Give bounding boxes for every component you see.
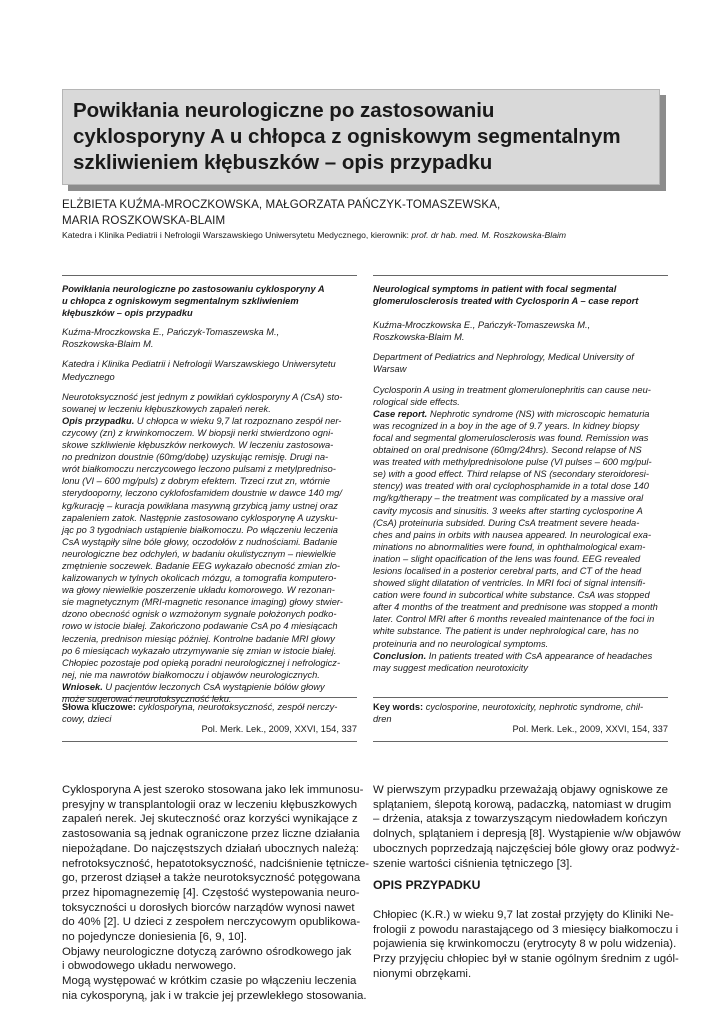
abstract-line: skowe szkliwienie kłębuszków nerkowych. W leczeniu zastosowa- xyxy=(62,440,334,451)
abstract-title xyxy=(62,283,358,319)
abstract-line: jąc po 3 tygodniach ustąpienie białkomoczu. Po włączeniu leczenia xyxy=(62,524,338,535)
body-line: presyjny w transplantologii oraz w leczeniu kłębuszkowych xyxy=(62,798,358,811)
abstract-text: Nephrotic syndrome (NS) with microscopic hematuria xyxy=(427,408,650,419)
body-line: W pierwszym przypadku przeważają objawy ogniskowe ze xyxy=(373,784,669,796)
abstract-line: sowanej w leczeniu kłębuszkowych zapaleń nerek. xyxy=(62,403,271,414)
body-line: Przy przyjęciu chłopiec był w stanie ogólnym średnim z ugól- xyxy=(373,953,679,966)
body-text-left xyxy=(62,783,369,1004)
body-text-right xyxy=(373,783,681,871)
abstract-line: zapaleniem zatok. Następnie zastosowano cyklosporynę A uzysku- xyxy=(62,512,338,523)
abstract-line: wrót białkomoczu nerczycowego leczono pulsami z metylpredniso- xyxy=(62,464,336,475)
abstract-line: rowo w istocie białej. Zakończono podawanie CsA po 4 miesiącach xyxy=(62,621,338,632)
authors-line: ELŻBIETA KUŹMA-MROCZKOWSKA, MAŁGORZATA PAŃCZYK-TOMASZEWSKA, xyxy=(62,198,501,211)
abstract-line xyxy=(373,650,669,662)
abstract-line: later. Control MRI after 6 months revealed maintenance of the foci in xyxy=(373,614,655,625)
abstract-line: was treated with methylprednisolone pulse (VI pulses – 600 mg/pul- xyxy=(373,457,652,468)
body-line: Mogą występować w krótkim czasie po włączeniu leczenia xyxy=(62,975,357,988)
authors-line: MARIA ROSZKOWSKA-BLAIM xyxy=(62,214,226,227)
abstract-line: white substance. The patient is under nephrological care, has no xyxy=(373,626,639,637)
citation-english: Pol. Merk. Lek., 2009, XXVI, 154, 337 xyxy=(512,724,668,734)
body-line: dolnych, splątaniem i depresją [8]. Wystąpienie w/w objawów xyxy=(373,828,681,841)
abstract-line: nej, nie ma nawrotów białkomoczu i objawów neurologicznych. xyxy=(62,669,320,680)
abstract-title-line: u chłopca z ogniskowym segmentalnym szkliwieniem xyxy=(62,296,299,307)
title-line: szkliwieniem kłębuszków – opis przypadku xyxy=(73,151,493,174)
keywords-text: cyklosporyna, neurotoksyczność, zespół nerczy- xyxy=(135,702,338,712)
abstract-text: U pacjentów leczonych CsA wystąpienie bólów głowy xyxy=(102,681,325,692)
abstract-line: neurologiczne bez odchyleń, w badaniu okulistycznym – niewielkie xyxy=(62,548,336,559)
abstract-department xyxy=(62,358,358,382)
abstract-line xyxy=(373,408,669,420)
body-line: go, przerost dziąseł a także neurotoksyczność potęgowana xyxy=(62,872,361,885)
abstract-line: Neurotoksyczność jest jednym z powikłań cyklosporyny A (CsA) sto- xyxy=(62,391,343,402)
abstract-authors-line: Roszkowska-Blaim M. xyxy=(62,339,154,350)
keywords-text: dren xyxy=(373,714,392,725)
abstract-line: rological side effects. xyxy=(373,396,460,407)
body-line: toksyczności u dorosłych biorców narządów wynosi nawet xyxy=(62,901,355,914)
body-line: nefrotoksyczność, hepatotoksyczność, nadciśnienie tętnicze- xyxy=(62,857,370,870)
abstract-title-line: Neurological symptoms in patient with focal segmental xyxy=(373,284,617,294)
body-line: frologii z powodu narastającego od 3 miesięcy białkomoczu i xyxy=(373,923,679,936)
keywords-label: Key words: xyxy=(373,702,424,712)
abstract-body xyxy=(62,391,358,705)
abstract-authors-line: Kuźma-Mroczkowska E., Pańczyk-Tomaszewska M., xyxy=(373,320,591,331)
keywords-polish xyxy=(62,701,337,725)
abstract-line: ination – slight opacification of the lens was found. EEG revealed xyxy=(373,553,641,564)
body-line: pojawienia się krwinkomoczu (erytrocyty 8 w polu widzenia). xyxy=(373,938,677,951)
abstract-authors xyxy=(373,319,669,343)
abstract-dept-line: Department of Pediatrics and Nephrology, Medical University of xyxy=(373,352,634,363)
title-line: Powikłania neurologiczne po zastosowaniu xyxy=(73,99,495,122)
body-line: zapaleń nerek. Jej skuteczność oraz korzyści wynikające z xyxy=(62,813,358,826)
keywords-english xyxy=(373,701,643,725)
abstract-authors-line: Roszkowska-Blaim M. xyxy=(373,332,465,343)
abstract-line: lonu (VI – 600 mg/puls) z dobrym efektem. Trzeci rzut zn, wtórnie xyxy=(62,476,330,487)
body-line: Chłopiec (K.R.) w wieku 9,7 lat został przyjęty do Kliniki Ne- xyxy=(373,909,674,921)
abstract-line: se) with a good effect. Third relapse of NS (secondary steroidoresi- xyxy=(373,469,649,480)
abstract-line: (CsA) proteinuria subsided. During CsA treatment severe heada- xyxy=(373,517,640,528)
keywords-label: Słowa kluczowe: xyxy=(62,702,136,712)
abstract-body xyxy=(373,384,669,674)
rule-top-right xyxy=(373,275,668,276)
body-line: splątaniem, ślepotą korową, padaczką, natomiast w drugim xyxy=(373,798,672,811)
case-label: Case report. xyxy=(373,408,428,419)
abstract-line: cavity mycosis and sinusitis. 3 weeks after starting cyclosporine A xyxy=(373,505,643,516)
section-heading: OPIS PRZYPADKU xyxy=(373,878,481,892)
abstract-title-line: glomerulosclerosis treated with Cyclosporin A – case report xyxy=(373,296,639,307)
abstract-line: leczenia, prednison miesiąc później. Kontrolne badanie MRI głowy xyxy=(62,633,335,644)
body-line: szenie wartości ciśnienia tętniczego [3]. xyxy=(373,857,573,870)
body-line: do 40% [2]. U dzieci z zespołem nerczycowym opublikowa- xyxy=(62,916,361,929)
abstract-department xyxy=(373,351,669,375)
abstract-line: minations no abnormalities were found, in ophthalmological exam- xyxy=(373,541,646,552)
title-line: cyklosporyny A u chłopca z ogniskowym segmentalnym xyxy=(73,125,621,148)
affiliation-head: prof. dr hab. med. M. Roszkowska-Blaim xyxy=(411,230,567,240)
abstract-line: zmętnienie soczewek. Badanie EEG wykazało obecność zmian zlo- xyxy=(62,560,341,571)
abstract-line: kalizowanych w tylnych okolicach mózgu, a tomografia komputero- xyxy=(62,573,337,584)
rule-top-left xyxy=(62,275,357,276)
abstract-line: Chłopiec pozostaje pod opieką poradni neurologicznej i nefrologicz- xyxy=(62,657,341,668)
abstract-line xyxy=(62,415,358,427)
abstract-authors xyxy=(62,326,358,350)
abstract-title-line: Powikłania neurologiczne po zastosowaniu cyklosporyny A xyxy=(62,284,325,294)
abstract-english xyxy=(373,283,669,674)
author-list xyxy=(62,197,500,229)
abstract-line: stency) was treated with oral cyclophosphamide in a total dose 140 xyxy=(373,481,649,492)
abstract-text: U chłopca w wieku 9,7 lat rozpoznano zespół ner- xyxy=(134,415,342,426)
body-line: – drżenia, ataksja z towarzyszącym niedowładem kończyn xyxy=(373,813,668,826)
body-line: przez hipomagnezemię [4]. Częstość wystepowania neuro- xyxy=(62,886,360,899)
abstract-dept-line: Warsaw xyxy=(373,364,407,375)
abstract-line: focal and segmental glomerulosclerosis was found. Remission was xyxy=(373,432,649,443)
abstract-line: może sugerować neurotoksyczność leku. xyxy=(62,694,232,704)
abstract-authors-line: Kuźma-Mroczkowska E., Pańczyk-Tomaszewska M., xyxy=(62,327,280,338)
abstract-line: showed slight dilatation of ventricles. In MRI foci of signal intensifi- xyxy=(373,578,646,589)
body-line: nia cykosporyną, jak i w trakcie jej przewlekłego stosowania. xyxy=(62,989,367,1002)
body-text-right-case xyxy=(373,908,679,982)
abstract-line: obtained on oral prednisone (60mg/24hrs). Second relapse of NS xyxy=(373,445,642,456)
abstract-line: sie magnetycznym (MRI-magnetic resonance imaging) głowy stwier- xyxy=(62,597,343,608)
abstract-line: Cyclosporin A using in treatment glomerulonephritis can cause neu- xyxy=(373,384,651,395)
abstract-line: was recognized in a boy in the age of 9.7 years. In kidney biopsy xyxy=(373,420,640,431)
body-line: niepożądane. Do najczęstszych działań ubocznych należą: xyxy=(62,842,359,855)
article-title xyxy=(62,89,660,185)
abstract-line: after 4 months of the treatment and prednisone was stopped a month xyxy=(373,602,658,613)
body-line: i obwodowego układu nerwowego. xyxy=(62,960,237,973)
body-line: no pojedyncze doniesienia [6, 9, 10]. xyxy=(62,931,247,944)
keywords-text: cyclosporine, neurotoxicity, nephrotic syndrome, chil- xyxy=(423,702,644,712)
abstract-line: kg/kurację – kuracja powikłana masywną grzybicą jamy ustnej oraz xyxy=(62,500,338,511)
keywords-text: cowy, dzieci xyxy=(62,714,112,725)
abstract-line: CsA wystąpiły silne bóle głowy, oczodołów z nudnościami. Badanie xyxy=(62,536,338,547)
body-line: ubocznych poprzedzają najczęściej bóle głowy oraz podwyż- xyxy=(373,842,680,855)
abstract-text: In patients treated with CsA appearance of headaches xyxy=(426,650,653,661)
body-line: Objawy neurologiczne dotyczą zarówno ośrodkowego jak xyxy=(62,945,352,958)
abstract-title xyxy=(373,283,669,307)
abstract-dept-line: Katedra i Klinika Pediatrii i Nefrologii Warszawskiego Uniwersytetu xyxy=(62,359,336,370)
affiliation xyxy=(62,230,566,240)
abstract-line: proteinuria and no neurological symptoms. xyxy=(373,638,549,649)
abstract-line: no prednizon doustnie (60mg/dobę) uzyskując remisję. Drugi na- xyxy=(62,452,329,463)
abstract-polish xyxy=(62,283,358,705)
conclusion-label: Conclusion. xyxy=(373,650,427,661)
affiliation-text: Katedra i Klinika Pediatrii i Nefrologii Warszawskiego Uniwersytetu Medycznego, kierownik: xyxy=(62,230,409,240)
abstract-line: czycowy (zn) z krwinkomoczem. W biopsji nerki stwierdzono ogni- xyxy=(62,427,334,438)
abstract-line: cation were found in subcortical white substance. CsA was stopped xyxy=(373,590,650,601)
abstract-line: wa głowy niewielkie poszerzenie układu komorowego. W rezonan- xyxy=(62,585,335,596)
abstract-line: dzono obecność ognisk o wzmożonym sygnale położonych podko- xyxy=(62,609,337,620)
body-line: Cyklosporyna A jest szeroko stosowana jako lek immunosu- xyxy=(62,784,364,796)
rule-bottom-left xyxy=(62,741,357,742)
abstract-line: mg/kg/therapy – the treatment was complicated by a massive oral xyxy=(373,493,644,504)
body-line: nionymi obrzękami. xyxy=(373,967,472,980)
abstract-line xyxy=(62,681,358,693)
rule-bottom-right xyxy=(373,741,668,742)
case-label: Opis przypadku. xyxy=(62,415,135,426)
citation-polish: Pol. Merk. Lek., 2009, XXVI, 154, 337 xyxy=(201,724,357,734)
abstract-line: po 6 miesiącach wykazało utrzymywanie się zmian w istocie białej. xyxy=(62,645,337,656)
conclusion-label: Wniosek. xyxy=(62,681,103,692)
rule-kw-right xyxy=(373,697,668,698)
abstract-line: sterydooporny, leczono cyklofosfamidem doustnie w dawce 140 mg/ xyxy=(62,488,342,499)
abstract-line: ches and pains in orbits with nausea appeared. In neurological exa- xyxy=(373,529,652,540)
abstract-line: may suggest medication neurotoxicity xyxy=(373,662,529,673)
abstract-title-line: kłębuszków – opis przypadku xyxy=(62,308,193,319)
abstract-dept-line: Medycznego xyxy=(62,371,115,382)
abstract-line: lesions localised in a posterior cerebral parts, and CT of the head xyxy=(373,565,642,576)
body-line: zastosowania są jednak ograniczone przez liczne działania xyxy=(62,828,360,841)
